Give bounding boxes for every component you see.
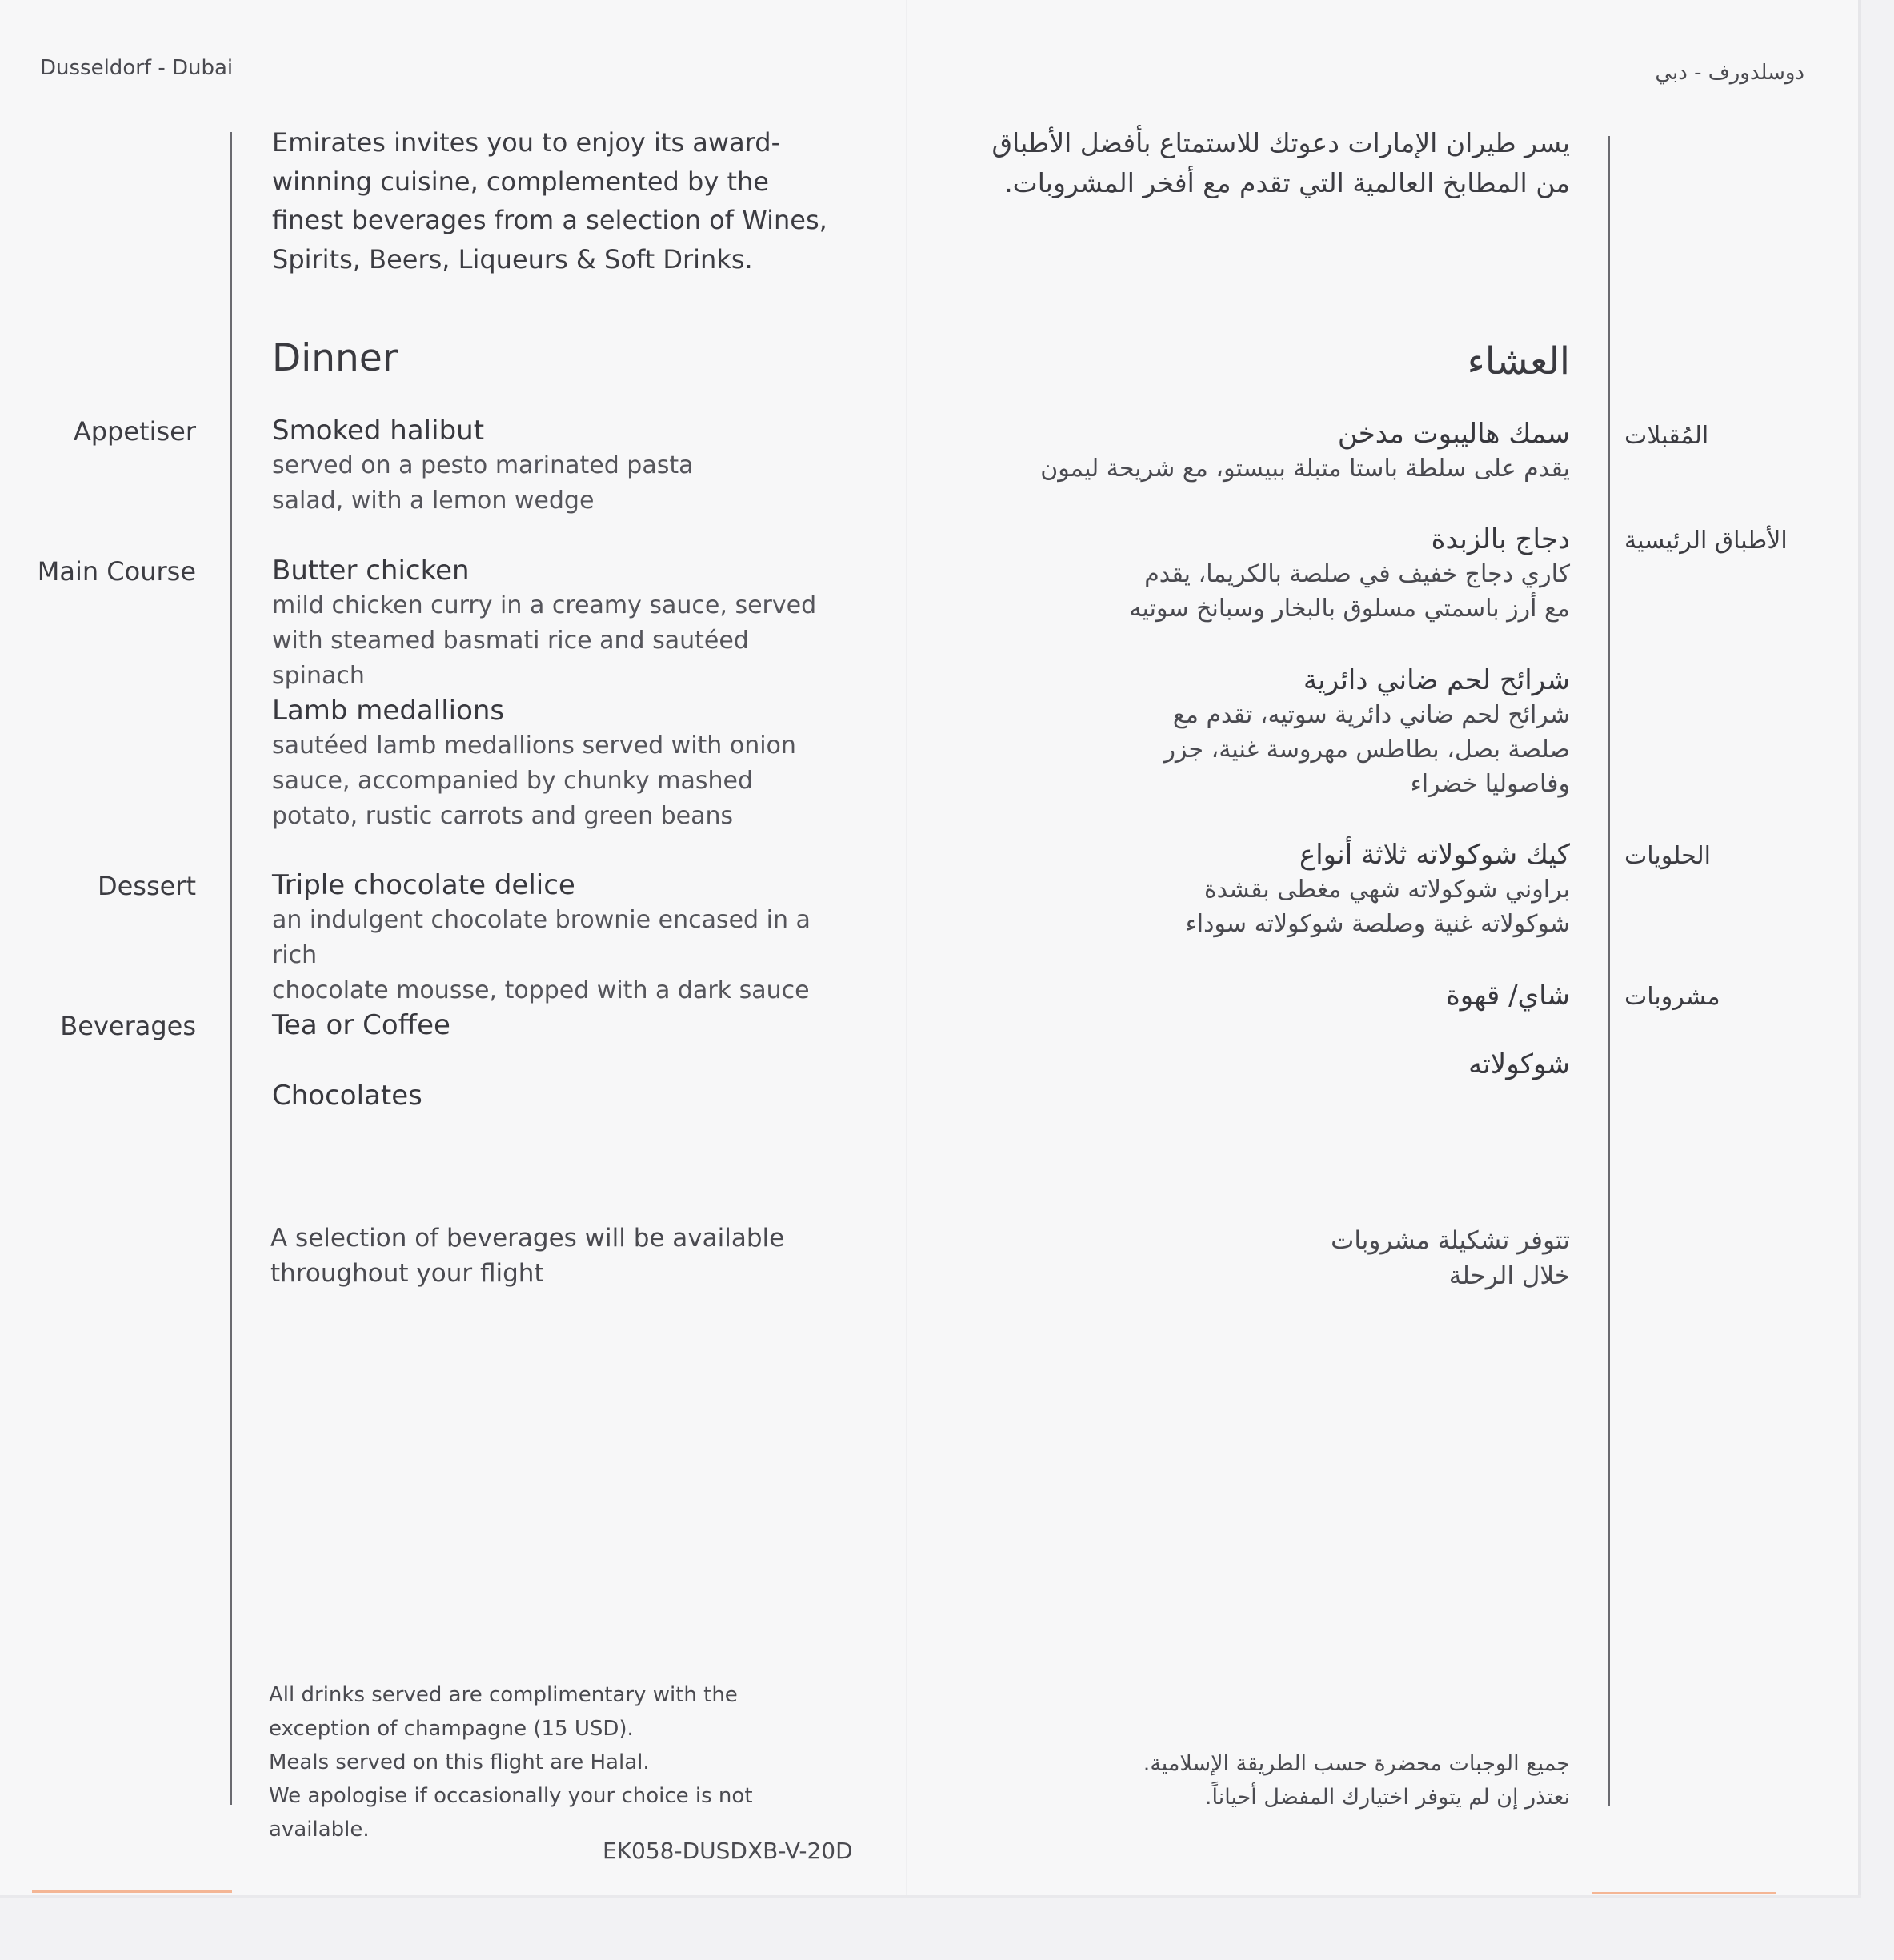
beverage-note-en xyxy=(270,1220,847,1291)
category-dessert-ar: الحلويات xyxy=(1624,842,1712,870)
dish-name-ar: دجاج بالزبدة xyxy=(1431,523,1570,555)
page-fold xyxy=(906,0,907,1897)
orange-mark-right xyxy=(1592,1892,1776,1894)
beverage-note-ar-line: تتوفر تشكيلة مشروبات xyxy=(1331,1226,1570,1255)
dish-butter-chicken-ar xyxy=(962,523,1570,626)
footer-ar-line: نعتذر إن لم يتوفر اختيارك المفضل أحياناً. xyxy=(1204,1785,1570,1810)
category-beverages-ar: مشروبات xyxy=(1624,983,1720,1011)
dish-desc-line: sauce, accompanied by chunky mashed xyxy=(272,767,754,795)
right-divider xyxy=(1608,136,1610,1806)
category-appetiser-ar: المُقبلات xyxy=(1624,422,1709,450)
dish-name-ar: سمك هاليبوت مدخن xyxy=(1337,418,1570,450)
dish-desc-line: chocolate mousse, topped with a dark sauce xyxy=(272,976,810,1004)
category-appetiser: Appetiser xyxy=(73,416,196,447)
category-dessert: Dessert xyxy=(97,871,196,901)
orange-mark-left xyxy=(32,1890,232,1893)
dish-chocolates-ar: شوكولاته xyxy=(1468,1048,1570,1080)
footer-notes-ar xyxy=(962,1747,1570,1814)
beverage-note-line: throughout your flight xyxy=(270,1259,544,1288)
intro-en: Emirates invites you to enjoy its award-winning cuisine, complemented by the finest beverages from a selection of Wines, Spirits, Beers, Liqueurs & Soft Drinks. xyxy=(272,127,827,275)
dish-name: Lamb medallions xyxy=(272,695,505,727)
page-edge-right xyxy=(1858,0,1861,1897)
dish-lamb-medallions xyxy=(272,695,848,834)
dish-desc-ar-line: وفاصوليا خضراء xyxy=(1410,770,1570,798)
dish-lamb-medallions-ar xyxy=(962,664,1570,801)
dish-desc-ar-line: صلصة بصل، بطاطس مهروسة غنية، جزر xyxy=(1163,736,1570,764)
left-divider xyxy=(230,132,232,1805)
dish-name: Triple chocolate delice xyxy=(272,869,575,901)
dish-desc-ar-line: كاري دجاج خفيف في صلصة بالكريما، يقدم xyxy=(1144,560,1570,588)
dish-desc-ar-line: مع أرز باسمتي مسلوق بالبخار وسبانخ سوتيه xyxy=(1129,595,1570,623)
dish-butter-chicken xyxy=(272,555,848,694)
category-main-course: Main Course xyxy=(37,556,196,587)
footer-notes-en xyxy=(269,1678,845,1846)
footer-line: We apologise if occasionally your choice is not available. xyxy=(269,1784,753,1842)
dish-name-ar: شرائح لحم ضاني دائرية xyxy=(1303,664,1570,696)
category-beverages: Beverages xyxy=(60,1011,196,1041)
dish-chocolates: Chocolates xyxy=(272,1080,422,1112)
footer-ar-line: جميع الوجبات محضرة حسب الطريقة الإسلامية. xyxy=(1143,1751,1570,1776)
dish-desc-line: served on a pesto marinated pasta xyxy=(272,451,694,479)
footer-line: Meals served on this flight are Halal. xyxy=(269,1750,650,1774)
dish-desc-ar-line: براوني شوكولاته شهي مغطى بقشدة xyxy=(1203,876,1570,904)
intro-ar-line: من المطابخ العالمية التي تقدم مع أفخر المشروبات. xyxy=(1004,167,1570,198)
page-edge-bottom xyxy=(0,1895,1861,1898)
intro-ar-line: يسر طيران الإمارات دعوتك للاستمتاع بأفضل الأطباق xyxy=(991,127,1570,158)
dish-name: Smoked halibut xyxy=(272,415,485,447)
dish-triple-chocolate-delice-ar xyxy=(962,839,1570,941)
dish-smoked-halibut xyxy=(272,415,848,519)
menu-code: EK058-DUSDXB-V-20D xyxy=(603,1838,853,1864)
meal-heading-en: Dinner xyxy=(272,336,398,380)
dish-desc-line: salad, with a lemon wedge xyxy=(272,487,595,515)
dish-triple-chocolate-delice xyxy=(272,869,848,1008)
dish-desc-line: potato, rustic carrots and green beans xyxy=(272,802,734,830)
dish-tea-or-coffee-ar: شاي/ قهوة xyxy=(1445,980,1570,1012)
dish-desc-line: mild chicken curry in a creamy sauce, served xyxy=(272,591,817,619)
meal-heading-ar: العشاء xyxy=(1467,339,1570,383)
dish-desc-ar-line: شوكولاته غنية وصلصة شوكولاته سوداء xyxy=(1185,910,1570,938)
dish-desc-line: an indulgent chocolate brownie encased in a rich xyxy=(272,906,811,969)
intro-ar xyxy=(962,123,1570,203)
route-en: Dusseldorf - Dubai xyxy=(40,56,234,80)
route-ar: دوسلدورف - دبي xyxy=(1655,61,1804,85)
beverage-note-ar-line: خلال الرحلة xyxy=(1448,1261,1570,1290)
dish-desc-ar-line: يقدم على سلطة باستا متبلة ببيستو، مع شريحة ليمون xyxy=(1040,455,1570,483)
category-main-course-ar: الأطباق الرئيسية xyxy=(1624,527,1788,555)
footer-line: exception of champagne (15 USD). xyxy=(269,1717,634,1741)
dish-tea-or-coffee: Tea or Coffee xyxy=(272,1009,450,1041)
footer-line: All drinks served are complimentary with the xyxy=(269,1683,738,1707)
beverage-note-line: A selection of beverages will be available xyxy=(270,1224,785,1253)
beverage-note-ar xyxy=(962,1223,1570,1293)
dish-desc-ar-line: شرائح لحم ضاني دائرية سوتيه، تقدم مع xyxy=(1172,701,1570,729)
dish-desc-line: sautéed lamb medallions served with onion xyxy=(272,731,796,760)
dish-smoked-halibut-ar xyxy=(962,418,1570,486)
dish-name-ar: كيك شوكولاته ثلاثة أنواع xyxy=(1299,839,1570,871)
dish-name: Butter chicken xyxy=(272,555,470,587)
dish-desc-line: with steamed basmati rice and sautéed spinach xyxy=(272,627,749,690)
